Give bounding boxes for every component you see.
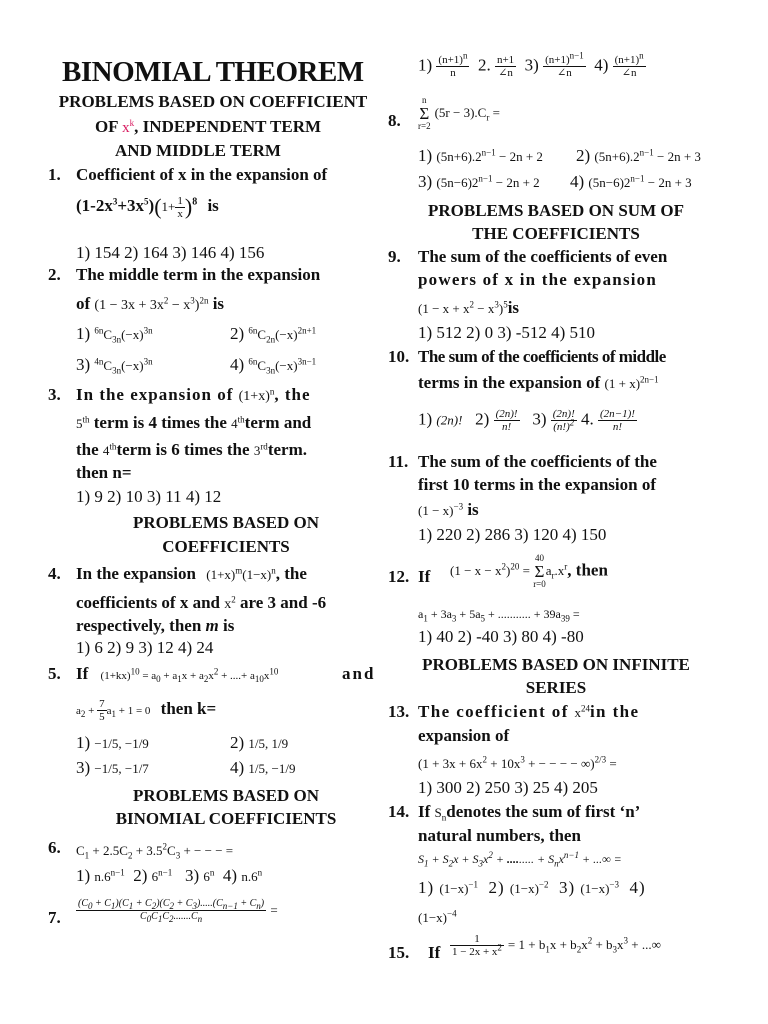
math-ordinal: 3rd xyxy=(253,441,268,458)
question-text: first 10 terms in the expansion of xyxy=(418,475,656,494)
section-header-coefficients-line2 xyxy=(48,537,404,557)
answer-option: 2) $(5n+6).2^{n-1} - 2n + 3$ xyxy=(576,146,701,165)
section-header-text: PROBLEMS BASED ON xyxy=(132,513,320,532)
question-formula xyxy=(76,294,224,314)
answer-options: 1) $\frac{(n+1)^n}{n}$ 2. $\frac{n+1}{\angle n}$ 3) $\frac{(n+1)^{n-1}}{\angle n}$ 4) $\frac{(n+1)^n}{\angle n}$ xyxy=(418,50,644,79)
question-text: m xyxy=(205,616,219,635)
section-header-infinite-series-line2 xyxy=(388,678,724,698)
question-formula xyxy=(418,500,479,520)
section-header-text: AND MIDDLE TERM xyxy=(115,141,281,160)
question-text: is xyxy=(467,500,479,519)
answer-options: 1) 512 2) 0 3) -512 4) 510 xyxy=(418,323,596,342)
question-number: 10. xyxy=(388,347,410,366)
question-number: 9. xyxy=(388,247,401,266)
answer-options: 1) $n.6^{n-1}$ 2) $6^{n-1}$ 3) 6$^n$ 4) n.6$^n$ xyxy=(76,866,263,885)
question-formula xyxy=(450,554,608,589)
math-fraction: $\frac{(2n)!}{n!}$ xyxy=(495,408,518,433)
math-s-n: $S_n$ xyxy=(434,805,447,823)
question-text: of xyxy=(76,294,91,313)
question-formula xyxy=(450,933,661,958)
question-text: The coefficient of xyxy=(418,702,569,721)
question-text: If xyxy=(418,802,431,821)
section-header-text: PROBLEMS BASED ON INFINITE xyxy=(422,655,690,674)
answer-options: 1) 9 2) 10 3) 11 4) 12 xyxy=(76,487,222,506)
question-formula xyxy=(76,840,233,860)
section-header-binomial-coefficients-line2 xyxy=(48,809,404,829)
question-number: 13. xyxy=(388,702,410,721)
question-formula xyxy=(418,755,617,773)
question-number: 7. xyxy=(48,908,61,927)
question-number: 8. xyxy=(388,111,401,130)
question-text: Coefficient of x in the expansion of xyxy=(76,165,328,184)
question-text: If xyxy=(428,943,441,962)
answer-option: 2) $^{6n}C_{2n}(-x)^{2n+1}$ xyxy=(230,324,317,345)
section-header-text: COEFFICIENTS xyxy=(162,537,290,556)
section-header-coefficient-line3 xyxy=(48,141,348,161)
math-expression: $a_r.x^r$ xyxy=(545,562,568,581)
answer-options: 1) 6 2) 9 3) 12 4) 24 xyxy=(76,638,214,657)
math-fraction: $\frac{n+1}{\angle n}$ xyxy=(496,54,515,79)
question-text: natural numbers, then xyxy=(418,826,581,845)
question-text xyxy=(76,385,311,405)
math-expression: $a_1 + 1 = 0$ xyxy=(106,705,151,720)
math-expression: $(1 - 3x + 3x^2 - x^3)^{2n}$ xyxy=(94,295,209,313)
math-fraction: $\frac{(n+1)^{n-1}}{\angle n}$ xyxy=(545,50,584,79)
question-formula: $(1-2x^3+3x^5)(1+$ $\frac{1}{x}$ )$^8$ is xyxy=(76,194,219,220)
math-expression: $(1-2x^3+3x^5)$ xyxy=(76,195,155,215)
question-text xyxy=(418,373,659,393)
question-number: 2. xyxy=(48,265,61,284)
answer-options: 1) 40 2) -40 3) 80 4) -80 xyxy=(418,627,584,646)
question-text: in the xyxy=(589,702,640,721)
math-fraction: $\frac{(2n-1)!}{n!}$ xyxy=(600,408,635,433)
math-fraction: $\frac{1}{1 - 2x + x^2}$ xyxy=(452,933,502,958)
section-header-coefficient xyxy=(48,92,378,112)
math-expression: $(1 - x - x^2)^{20}$ = xyxy=(450,562,534,579)
question-text xyxy=(76,564,307,584)
question-text xyxy=(76,616,234,636)
answer-options: 1) 300 2) 250 3) 25 4) 205 xyxy=(418,778,598,797)
math-expression: $(1+kx)^{10} = a_0 + a_1x + a_2x^2$ + ....+ $a_{10}x^{10}$ xyxy=(100,666,279,685)
answer-option: 4) 1/5, −1/9 xyxy=(230,758,296,777)
math-expression: $a_2$ + xyxy=(76,705,98,720)
math-sigma: n Σ r=2 xyxy=(418,95,431,131)
answer-options: 1) $(1-x)^{-1}$ 2) $(1-x)^{-2}$ 3) $(1-x)^{-3}$ 4) xyxy=(418,878,646,897)
math-expression: ($1 + 3x + 6x^2 + 10x^3$ + − − − − ∞)$^{2/3}$ = xyxy=(418,754,617,771)
math-fraction: $\frac{7}{5}$ xyxy=(99,698,105,723)
question-number: 5. xyxy=(48,664,61,683)
section-header-coefficient-line2 xyxy=(48,117,368,137)
question-text xyxy=(76,593,326,613)
math-expression: $(1 + x)^{2n-1}$ xyxy=(604,374,659,391)
math-fraction: $\frac{1}{x}$ xyxy=(177,194,183,220)
question-text: are 3 and -6 xyxy=(240,593,327,612)
question-text: In the expansion of xyxy=(76,385,234,404)
math-expression: $(1+x)^m(1-x)^n$ xyxy=(206,565,276,582)
math-expression: ( xyxy=(154,194,162,219)
question-number: 3. xyxy=(48,385,61,404)
question-text: then n= xyxy=(76,463,132,482)
question-number: 1. xyxy=(48,165,61,184)
question-text: term is 6 times the xyxy=(116,440,250,459)
section-header-infinite-series xyxy=(388,655,724,675)
question-text: term. xyxy=(267,440,307,459)
math-ordinal: 4th xyxy=(231,414,245,431)
question-text: The sum of the coefficients of the xyxy=(418,452,657,471)
question-text: , the xyxy=(274,385,311,404)
answer-option: 1) $(5n+6).2^{n-1} - 2n + 2$ xyxy=(418,146,543,165)
question-number: 12. xyxy=(388,567,410,586)
question-text xyxy=(76,664,278,684)
answer-option: 1) $^{6n}C_{3n}(-x)^{3n}$ xyxy=(76,324,153,345)
section-header-text: , INDEPENDENT TERM xyxy=(134,117,322,136)
answer-options: 1) 154 2) 164 3) 146 4) 156 xyxy=(76,243,265,262)
question-text: If xyxy=(418,567,431,586)
question-text: powers of x in the expansion xyxy=(418,270,658,289)
answer-option: 3) −1/5, −1/7 xyxy=(76,758,149,777)
question-text xyxy=(418,802,640,822)
section-header-coefficients xyxy=(48,513,404,533)
answer-option: 2) 1/5, 1/9 xyxy=(230,733,289,752)
question-formula xyxy=(76,698,216,723)
question-text: , the xyxy=(275,564,307,583)
question-text: coefficients of x and xyxy=(76,593,221,612)
question-text: expansion of xyxy=(418,726,510,745)
question-formula xyxy=(418,96,500,131)
question-text: the xyxy=(76,440,99,459)
question-text: is xyxy=(223,616,235,635)
answer-option: 3) $(5n-6)2^{n-1} - 2n + 2$ xyxy=(418,172,540,191)
question-text: and xyxy=(342,664,376,683)
math-fraction: $\frac{(C_0 + C_1)(C_1 + C_2)(C_2 + C_3).....(C_{n-1} + C_n)}{C_0C_1C_2.......C_n}$ xyxy=(78,898,265,924)
question-text: terms in the expansion of xyxy=(418,373,601,392)
math-fraction: $\frac{(n+1)^n}{\angle n}$ xyxy=(614,50,644,79)
question-text: respectively, then xyxy=(76,616,202,635)
answer-option: $(1-x)^{-4}$ xyxy=(418,908,457,925)
question-number: 15. xyxy=(388,943,410,962)
question-text: The middle term in the expansion xyxy=(76,265,321,284)
question-text xyxy=(418,702,639,722)
question-text: then k= xyxy=(160,699,217,719)
question-number: 14. xyxy=(388,802,410,821)
question-formula xyxy=(418,298,519,318)
question-text: The sum of the coefficients of even xyxy=(418,247,668,266)
answer-options: 1) 220 2) 286 3) 120 4) 150 xyxy=(418,525,607,544)
section-header-binomial-coefficients xyxy=(48,786,404,806)
answer-option: 4) $^{6n}C_{3n}(-x)^{3n-1}$ xyxy=(230,355,317,376)
math-expression: $a_1 + 3a_3 + 5a_5$ + ........... + $39a_{39}$ = xyxy=(418,607,580,624)
question-text: In the expansion xyxy=(76,564,196,583)
math-expression: 1+ xyxy=(161,198,176,214)
answer-option: 1) −1/5, −1/9 xyxy=(76,733,149,752)
math-ordinal: 5th xyxy=(76,414,90,431)
question-formula xyxy=(418,850,622,868)
question-text: is xyxy=(212,294,225,313)
math-fraction: $\frac{(n+1)^n}{n}$ xyxy=(438,50,468,79)
math-ordinal: 4th xyxy=(102,441,117,458)
math-expression: $(1+x)^n$ xyxy=(238,386,275,404)
section-header-text: BINOMIAL COEFFICIENTS xyxy=(115,809,337,828)
answer-option: 4) $(5n-6)2^{n-1} - 2n + 3$ xyxy=(570,172,692,191)
math-expression: $(1 - x)^{-3}$ xyxy=(418,501,464,518)
question-number: 4. xyxy=(48,564,61,583)
question-text: is xyxy=(507,298,520,317)
question-text: The sum of the coefficients of middle xyxy=(418,347,666,366)
question-formula xyxy=(418,605,580,623)
question-text: term is 4 times the xyxy=(93,413,227,432)
question-number: 11. xyxy=(388,452,409,471)
section-header-sum-of-coefficients-line2 xyxy=(388,224,724,244)
math-expression: ) xyxy=(184,194,193,219)
section-header-text: THE COEFFICIENTS xyxy=(472,224,640,243)
question-text: is xyxy=(207,195,219,215)
section-header-text: SERIES xyxy=(525,678,587,697)
math-x-squared: $x^2$ xyxy=(224,594,236,612)
question-text: , then xyxy=(567,560,608,580)
math-expression: $S_1 + S_2x + S_3x^2$ + ......... + $S_nx^{n-1}$ + ...∞ = xyxy=(418,850,622,869)
math-expression: $C_1 + 2.5C_2 + 3.5^2C_3$ + − − − = xyxy=(76,841,234,861)
answer-options: 1) (2n)! 2) $\frac{(2n)!}{n!}$ 3) $\frac{(2n)!}{(n!)^2}$ 4. $\frac{(2n-1)!}{n!}$ xyxy=(418,408,635,433)
math-sigma: 40 Σ r=0 xyxy=(533,553,546,589)
math-expression: $(5r - 3).C_r$ = xyxy=(434,105,500,123)
question-text xyxy=(76,413,311,433)
question-text xyxy=(76,440,307,460)
math-x-power-24: $x^{24}$ xyxy=(574,703,590,720)
page-title: BINOMIAL THEOREM xyxy=(62,56,364,88)
question-text: If xyxy=(76,664,89,683)
answer-option: 3) $^{4n}C_{3n}(-x)^{3n}$ xyxy=(76,355,153,376)
section-header-text: OF xyxy=(94,117,123,136)
question-formula: $\frac{(C_0 + C_1)(C_1 + C_2)(C_2 + C_3).....(C_{n-1} + C_n)}{C_0C_1C_2.......C_n}$ = xyxy=(78,898,278,924)
section-header-text: PROBLEMS BASED ON xyxy=(132,786,320,805)
math-expression: $(1 - x + x^2 - x^3)^5$ xyxy=(418,299,508,316)
question-number: 6. xyxy=(48,838,61,857)
section-header-text: PROBLEMS BASED ON SUM OF xyxy=(428,201,684,220)
math-expression: = $1 + b_1x + b_2x^2 + b_3x^3$ + ...∞ xyxy=(507,935,661,955)
question-text: denotes the sum of first ‘n’ xyxy=(446,802,641,821)
section-header-sum-of-coefficients xyxy=(388,201,724,221)
question-text: term and xyxy=(244,413,312,432)
math-fraction: $\frac{(2n)!}{(n!)^2}$ xyxy=(552,408,575,433)
section-header-line: PROBLEMS BASED ON COEFFICIENT xyxy=(58,92,368,111)
math-x-power-k: $x^k$ xyxy=(122,118,135,136)
